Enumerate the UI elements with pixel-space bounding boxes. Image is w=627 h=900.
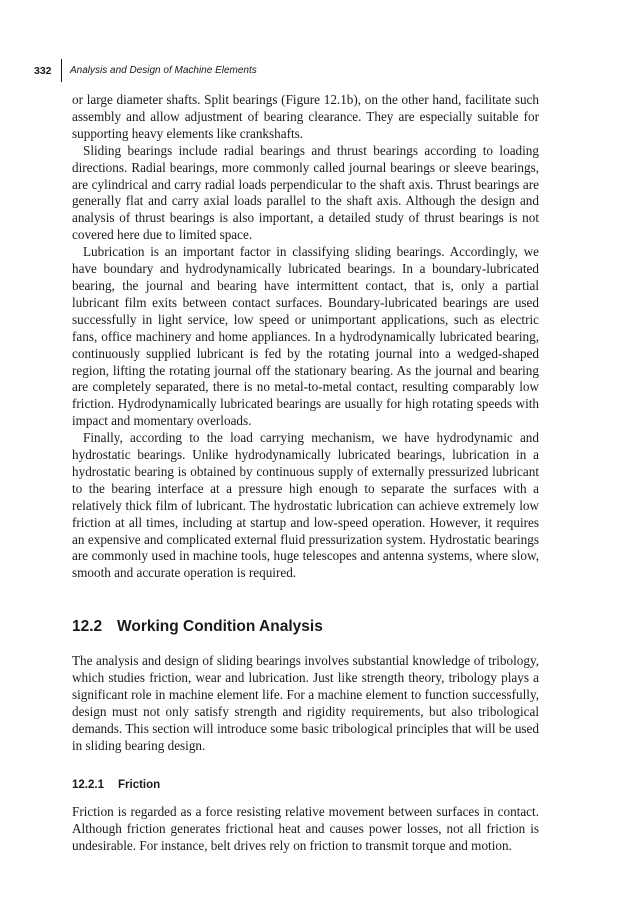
paragraph-lubrication: Lubrication is an important factor in classifying sliding bearings. Accordingly, we have boundary and hydrodynamically lubricated bearings. In a boundary-lubricated bearing, the journal and bearing have intermittent contact, that is, only a partial lubricant film exits between contact surfaces. Boundary-lubricated bearings are used successfully in light service, low speed or unimportant applications, such as electric fans, office machinery and home appliances. In a hydrodynamically lubricated bearing, continuously supplied lubricant is fed by the rotating journal into a wedged-shaped region, lifting the rotating journal off the stationary bearing. As the journal and bearing are completely separated, there is no metal-to-metal contact, resulting comparably low friction. Hydrodynamically lubricated bearings are usually for high rotating speeds with impact and momentary overloads. <box>72 244 539 429</box>
subsection-number: 12.2.1 <box>72 778 104 791</box>
paragraph-load-mechanism: Finally, according to the load carrying mechanism, we have hydrodynamic and hydrostatic bearings. Unlike hydrodynamically lubricated bearings, lubrication in a hydrostatic bearing is obtained by continuous supply of externally pressurized lubricant to the bearing interface at a pressure high enough to separate the surfaces with a relatively thick film of lubricant. The hydrostatic lubrication can achieve extremely low friction at all times, including at startup and low-speed operation. However, it requires an expensive and complicated external fluid pressurization system. Hydrostatic bearings are commonly used in machine tools, huge telescopes and antenna systems, where slow, smooth and accurate operation is required. <box>72 430 539 581</box>
running-header <box>34 59 554 81</box>
page-number: 332 <box>34 65 52 77</box>
subsection-heading <box>72 777 539 793</box>
subsection-title: Friction <box>118 778 161 791</box>
paragraph-section-intro: The analysis and design of sliding bearings involves substantial knowledge of tribology, which studies friction, wear and lubrication. Just like strength theory, tribology plays a significant role in machine element life. For a machine element to function successfully, design must not only satisfy strength and rigidity requirements, but also tribological demands. This section will introduce some basic tribological principles that will be used in sliding bearing design. <box>72 653 539 753</box>
section-title: Working Condition Analysis <box>117 618 323 636</box>
section-heading <box>72 617 539 637</box>
section-number: 12.2 <box>72 618 103 636</box>
paragraph-bearing-types: Sliding bearings include radial bearings and thrust bearings according to loading directions. Radial bearings, more commonly called journal bearings or sleeve bearings, are cylindrical and carry radial loads perpendicular to the shaft axis. Thrust bearings are generally flat and carry axial loads parallel to the shaft axis. Although the design and analysis of thrust bearings is also important, a detailed study of thrust bearings is not covered here due to limited space. <box>72 142 539 243</box>
header-divider <box>61 59 62 82</box>
paragraph-friction: Friction is regarded as a force resisting relative movement between surfaces in contact. Although friction generates frictional heat and causes power losses, not all friction is undesirable. For instance, belt drives rely on friction to transmit torque and motion. <box>72 803 539 853</box>
paragraph-continuation: or large diameter shafts. Split bearings (Figure 12.1b), on the other hand, facilitate such assembly and allow adjustment of bearing clearance. They are especially suitable for supporting heavy elements like crankshafts. <box>72 92 539 141</box>
running-title: Analysis and Design of Machine Elements <box>70 65 257 76</box>
page-body <box>72 92 539 854</box>
